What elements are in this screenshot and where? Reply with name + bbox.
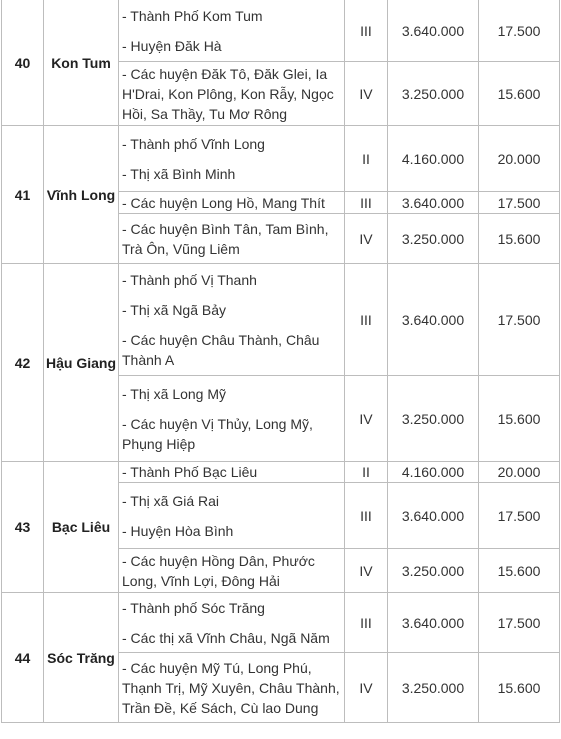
hourly-wage-cell: 17.500 [479,264,560,376]
area-cell [119,462,345,483]
zone-cell: IV [345,376,388,462]
area-line: - Các huyện Vị Thủy, Long Mỹ, Phụng Hiệp [122,415,313,452]
hourly-wage-cell: 15.600 [479,376,560,462]
hourly-wage-cell: 15.600 [479,653,560,723]
area-cell [119,593,345,653]
area-cell [119,62,345,126]
monthly-wage-cell: 3.640.000 [388,0,479,62]
monthly-wage-cell: 3.640.000 [388,192,479,214]
area-cell [119,483,345,549]
monthly-wage-cell: 3.640.000 [388,483,479,549]
area-cell [119,264,345,376]
table-row [2,126,560,192]
area-cell [119,192,345,214]
area-line: - Thành phố Vĩnh Long [122,135,265,152]
area-line: - Thị xã Bình Minh [122,165,236,182]
area-line: - Thị xã Ngã Bảy [122,301,227,318]
zone-cell: III [345,483,388,549]
area-line: - Các huyện Bình Tân, Tam Bình, Trà Ôn, Vũng Liêm [122,220,329,257]
monthly-wage-cell: 3.250.000 [388,376,479,462]
zone-cell: II [345,462,388,483]
table-row [2,0,560,62]
monthly-wage-cell: 3.250.000 [388,62,479,126]
area-line: - Các huyện Hồng Dân, Phước Long, Vĩnh Lợi, Đông Hải [122,552,315,589]
monthly-wage-cell: 3.250.000 [388,214,479,264]
area-line: - Thành Phố Bạc Liêu [122,464,258,480]
table-row [2,593,560,653]
zone-cell: II [345,126,388,192]
table-row [2,462,560,483]
monthly-wage-cell: 3.640.000 [388,593,479,653]
area-cell [119,126,345,192]
zone-cell: III [345,192,388,214]
zone-cell: IV [345,62,388,126]
area-line: - Huyện Hòa Bình [122,522,234,539]
area-cell [119,653,345,723]
zone-cell: IV [345,214,388,264]
province-cell: Sóc Trăng [44,593,119,723]
hourly-wage-cell: 20.000 [479,462,560,483]
monthly-wage-cell: 4.160.000 [388,462,479,483]
area-line: - Thành phố Sóc Trăng [122,599,265,616]
hourly-wage-cell: 15.600 [479,62,560,126]
row-number-cell: 41 [2,126,44,264]
area-line: - Thành Phố Kom Tum [122,7,263,24]
row-number-cell: 42 [2,264,44,462]
zone-cell: III [345,593,388,653]
area-cell [119,214,345,264]
area-line: - Các huyện Châu Thành, Châu Thành A [122,331,320,368]
area-line: - Các huyện Mỹ Tú, Long Phú, Thạnh Trị, Mỹ Xuyên, Châu Thành, Trần Đề, Kế Sách, Cù lao Dung [122,659,340,716]
row-number-cell: 43 [2,462,44,593]
area-line: - Các thị xã Vĩnh Châu, Ngã Năm [122,629,330,646]
hourly-wage-cell: 17.500 [479,593,560,653]
zone-cell: IV [345,653,388,723]
province-cell: Kon Tum [44,0,119,126]
table-body [2,0,560,723]
table-row [2,264,560,376]
area-cell [119,376,345,462]
monthly-wage-cell: 4.160.000 [388,126,479,192]
hourly-wage-cell: 15.600 [479,214,560,264]
area-line: - Các huyện Đăk Tô, Đăk Glei, Ia H'Drai, Kon Plông, Kon Rẫy, Ngọc Hồi, Sa Thầy, Tu Mơ Rông [122,65,334,122]
zone-cell: III [345,264,388,376]
zone-cell: IV [345,549,388,593]
province-cell: Bạc Liêu [44,462,119,593]
area-line: - Các huyện Long Hồ, Mang Thít [122,194,325,211]
province-cell: Hậu Giang [44,264,119,462]
area-line: - Thành phố Vị Thanh [122,271,257,288]
area-cell [119,0,345,62]
minimum-wage-table [1,0,560,723]
zone-cell: III [345,0,388,62]
area-line: - Thị xã Long Mỹ [122,385,227,402]
monthly-wage-cell: 3.250.000 [388,549,479,593]
hourly-wage-cell: 15.600 [479,549,560,593]
province-cell: Vĩnh Long [44,126,119,264]
hourly-wage-cell: 17.500 [479,192,560,214]
hourly-wage-cell: 17.500 [479,483,560,549]
monthly-wage-cell: 3.250.000 [388,653,479,723]
area-line: - Thị xã Giá Rai [122,492,219,509]
row-number-cell: 40 [2,0,44,126]
row-number-cell: 44 [2,593,44,723]
area-line: - Huyện Đăk Hà [122,37,222,54]
area-cell [119,549,345,593]
monthly-wage-cell: 3.640.000 [388,264,479,376]
hourly-wage-cell: 17.500 [479,0,560,62]
hourly-wage-cell: 20.000 [479,126,560,192]
